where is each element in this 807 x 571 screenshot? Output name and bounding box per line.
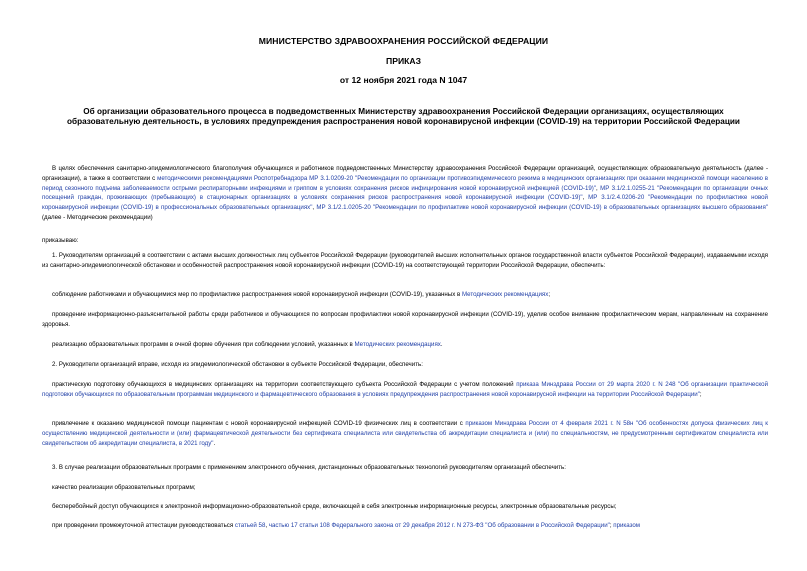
item-2a-end: ; (699, 390, 702, 398)
link-mr-3-1-2-4-0206-20[interactable]: МР 3.1/2.4.0206-20 "Рекомендации по профилактике новой коронавирусной инфекции (COVID-19) в профессиональных образовательных организациях" (42, 194, 768, 212)
link-federal-law-273[interactable]: частью 17 статьи 108 Федерального закона от 29 декабря 2012 г. N 273-ФЗ "Об образовании в Российской Федерации" (268, 522, 610, 529)
item-1: 1. Руководителям организаций в соответствии с актами высших должностных лиц субъектов Российской Федерации (руководителей высших исполнительных органов государственной власти субъектов Российской Федерации), издаваемыми исходя из санитарно-эпидемиологической обстановки и особенностей распространения новой коронавирусной инфекции (COVID-19) на соответствующей территории Российской Федерации, обеспечить: (42, 252, 768, 269)
item-3b: бесперебойный доступ обучающихся к электронной информационно-образовательной среде, включающей в себя электронные информационные ресурсы, электронные образовательные ресурсы; (52, 503, 617, 510)
link-mr-3-1-2-1-0205-20[interactable]: МР 3.1/2.1.0205-20 "Рекомендации по профилактике новой коронавирусной инфекции (COVID-19) в образовательных организациях высшего образования" (316, 204, 768, 212)
item-1c-end: . (440, 341, 443, 348)
item-3c-text: при проведении промежуточной аттестации руководствоваться (52, 522, 235, 529)
item-3c (42, 521, 768, 531)
link-method-recommendations[interactable]: Методических рекомендациях (461, 291, 549, 298)
order-word: приказываю: (42, 237, 79, 244)
ministry-heading: МИНИСТЕРСТВО ЗДРАВООХРАНЕНИЯ РОССИЙСКОЙ ФЕДЕРАЦИИ (258, 36, 549, 46)
link-article-58[interactable]: статьей 58 (234, 522, 266, 529)
item-1b: проведение информационно-разъяснительной работы среди работников и обучающихся по вопросам профилактики новой коронавирусной инфекции (COVID-19), уделив особое внимание профилактическим мерам, направленным на сохранение здоровья. (42, 311, 768, 328)
preamble-separator: , (312, 204, 317, 212)
item-1a-end: ; (548, 291, 551, 298)
preamble-text-end: (далее - Методические рекомендации) (42, 213, 153, 221)
preamble-paragraph (42, 164, 768, 223)
item-2a (42, 380, 768, 400)
item-2a-text: практическую подготовку обучающихся в медицинских организациях на территории соответствующего субъекта Российской Федерации с учетом положений (52, 381, 517, 388)
link-mr-3-1-2-1-0255-21[interactable]: МР 3.1/2.1.0255-21 "Рекомендации по организации очных посещений граждан, проживающих (пребывающих) в стационарных организациях в условиях сохранения рисков распространения новой коронавирусной инфекции (COVID-19)" (42, 184, 768, 202)
item-1c-text: реализацию образовательных программ в очной форме обучения при соблюдении условий, указанных в (52, 341, 355, 348)
document-title: Об организации образовательного процесса в подведомственных Министерству здравоохранения Российской Федерации организациях, осуществляющих образовательную деятельность, в условиях предупреждения распространения новой коронавирусной инфекции (COVID-19) на территории Российской Федерации (67, 107, 740, 127)
item-2b-end: . (213, 439, 216, 447)
item-3c-separator: ; (609, 522, 614, 529)
item-1a (42, 290, 768, 300)
item-2: 2. Руководители организаций вправе, исходя из эпидемиологической обстановки в субъекте Российской Федерации, обеспечить: (52, 361, 423, 368)
item-3c-separator: , (265, 522, 269, 529)
link-order-58n[interactable]: приказом Минздрава России от 4 февраля 2021 г. N 58н "Об особенностях допуска физических лиц к осуществлению медицинской деятельности и (или) фармацевтической деятельности без сертификата специалиста или свидетельства об аккредитации специалиста и (или) по специальностям, не предусмотренным сертификатом специалиста или свидетельством об аккредитации специалиста, в 2021 году" (42, 420, 768, 447)
item-1a-text: соблюдение работниками и обучающимися мер по профилактике распространения новой коронавирусной инфекции (COVID-19), указанных в (52, 291, 462, 298)
preamble-separator: , (582, 194, 589, 202)
item-2b (42, 419, 768, 448)
link-order[interactable]: приказом (613, 522, 640, 529)
preamble-separator: , (596, 184, 601, 192)
item-2b-text: привлечение к оказанию медицинской помощи пациентам с новой коронавирусной инфекцией COVID-19 физических лиц в соответствии с (52, 420, 466, 427)
link-mr-3-1-0209-20[interactable]: методическими рекомендациями Роспотребнадзора МР 3.1.0209-20 "Рекомендации по организации противоэпидемического режима в медицинских организациях при оказании медицинской помощи населению в период сезонного подъема заболеваемости острыми респираторными инфекциями и гриппом в условиях сохранения рисков инфицирования новой коронавирусной инфекцией (COVID-19)" (42, 174, 768, 192)
preamble-text: В целях обеспечения санитарно-эпидемиологического благополучия обучающихся и работников подведомственных Министерству здравоохранения Российской Федерации организаций, осуществляющих образовательную деятельность (далее - организации), а также в соответствии с (42, 165, 768, 182)
link-order-248[interactable]: приказа Минздрава России от 29 марта 2020 г. N 248 "Об организации практической подготовки обучающихся по образовательным программам медицинского и фармацевтического образования в условиях предупреждения распространения новой коронавирусной инфекции на территории Российской Федерации" (42, 381, 768, 398)
item-3: 3. В случае реализации образовательных программ с применением электронного обучения, дистанционных образовательных технологий руководителям организаций обеспечить: (52, 464, 566, 471)
document-type: ПРИКАЗ (386, 56, 421, 66)
item-1c (42, 340, 768, 350)
document-date-number: от 12 ноября 2021 года N 1047 (339, 75, 468, 85)
link-method-recommendations[interactable]: Методических рекомендациях (354, 341, 441, 348)
item-3a: качество реализации образовательных программ; (52, 484, 196, 491)
